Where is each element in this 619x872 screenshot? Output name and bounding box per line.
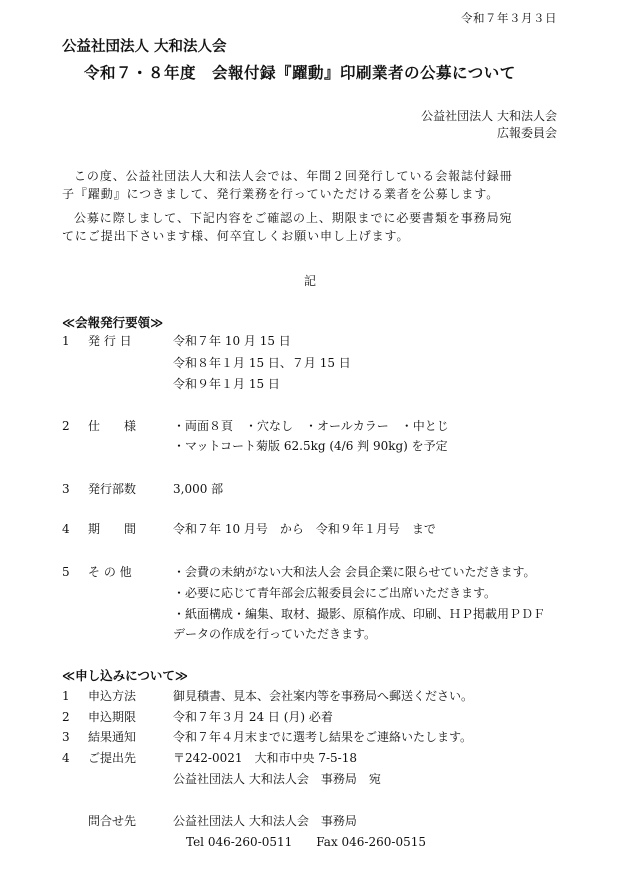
item-value: ・両面８頁 ・穴なし ・オールカラー ・中とじ [173,419,449,433]
item-number: 2 [62,419,70,433]
item-value: ・マットコート菊版 62.5kg (4/6 判 90kg) を予定 [173,439,448,453]
item-number: 2 [62,710,70,724]
sender-organization: 公益社団法人 大和法人会 [421,109,557,123]
item-label: 仕 様 [88,419,137,433]
section-heading-application: ≪申し込みについて≫ [62,668,188,683]
item-value: ・会費の未納がない大和法人会 会員企業に限らせていただきます。 [173,565,536,579]
organization-name: 公益社団法人 大和法人会 [62,39,227,55]
document-title: 令和７・８年度 会報付録『躍動』印刷業者の公募について [84,64,516,82]
item-number: 1 [62,689,70,703]
item-label: ご提出先 [88,751,137,765]
item-value: 令和７年 10 月 15 日 [173,334,291,348]
item-value: 公益社団法人 大和法人会 事務局 宛 [173,772,381,786]
item-value: 令和８年１月 15 日、７月 15 日 [173,356,351,370]
item-value: 御見積書、見本、会社案内等を事務局へ郵送ください。 [173,689,474,703]
item-value: 3,000 部 [173,482,224,496]
item-number: 3 [62,730,70,744]
item-number: 5 [62,565,70,579]
item-value: 令和７年４月末までに選考し結果をご連絡いたします。 [173,730,473,744]
item-number: 1 [62,334,70,348]
body-text-line: この度、公益社団法人大和法人会では、年間２回発行している会報誌付録冊 [74,169,513,183]
item-label: 発行部数 [88,482,137,496]
item-value: 令和７年３月 24 日 (月) 必着 [173,710,333,724]
body-text-line: 子『躍動』につきまして、発行業務を行っていただける業者を公募します。 [62,187,500,201]
item-value: ・紙面構成・編集、取材、撮影、原稿作成、印刷、ＨＰ掲載用ＰＤＦ [173,607,546,621]
contact-organization: 公益社団法人 大和法人会 事務局 [173,814,357,828]
item-number: 4 [62,522,70,536]
item-number: 4 [62,751,70,765]
contact-label: 問合せ先 [88,814,137,828]
item-label: そ の 他 [88,565,132,579]
section-heading-issue-requirements: ≪会報発行要領≫ [62,315,164,330]
item-value: データの作成を行っていただきます。 [173,627,377,641]
document-date: 令和７年３月３日 [461,11,557,25]
item-label: 期 間 [88,522,137,536]
item-label: 発 行 日 [88,334,132,348]
item-label: 申込方法 [88,689,137,703]
item-value: 令和９年１月 15 日 [173,377,280,391]
sender-committee: 広報委員会 [496,126,557,140]
item-value: 令和７年 10 月号 から 令和９年１月号 まで [173,522,436,536]
ki-marker: 記 [304,274,317,288]
item-value: ・必要に応じて青年部会広報委員会にご出席いただきます。 [173,586,497,600]
body-text-line: てにご提出下さいます様、何卒宜しくお願い申し上げます。 [62,229,410,243]
item-label: 結果通知 [88,730,137,744]
item-label: 申込期限 [88,710,137,724]
contact-phone-fax: Tel 046-260-0511 Fax 046-260-0515 [186,835,426,849]
item-number: 3 [62,482,70,496]
item-value: 〒242-0021 大和市中央 7-5-18 [173,751,357,765]
body-text-line: 公募に際しまして、下記内容をご確認の上、期限までに必要書類を事務局宛 [74,211,513,225]
